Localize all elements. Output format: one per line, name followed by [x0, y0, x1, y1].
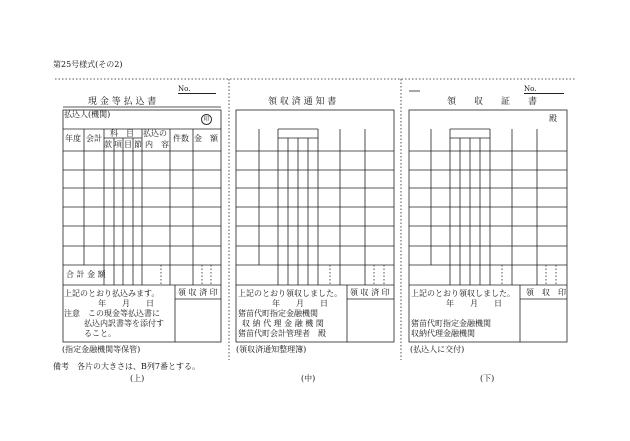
left-receipt-text: 上記のとおり払込みます。	[64, 289, 160, 298]
left-note-3: ること。	[84, 329, 116, 338]
left-date: 年 月 日	[98, 299, 154, 308]
label-middle: (中)	[301, 374, 316, 383]
label-upper: (上)	[130, 374, 145, 383]
col-moku: 目	[124, 140, 132, 149]
right-receipt-text: 上記のとおり領収しました。	[411, 289, 515, 298]
middle-date: 年 月 日	[272, 299, 328, 308]
col-account: 会計	[86, 134, 102, 143]
left-stamp-label: 領 収 済 印	[178, 288, 218, 297]
middle-receipt-text: 上記のとおり領収しました。	[238, 289, 342, 298]
col-content-bottom: 内 容	[145, 140, 169, 149]
left-title: 現 金 等 払 込 書	[88, 97, 157, 107]
col-amount: 金 額	[194, 134, 218, 143]
left-payer-label: 払込人(機関)	[64, 110, 111, 119]
left-footer: (指定金融機関等保管)	[62, 345, 141, 354]
left-no-label: No.	[178, 86, 216, 94]
middle-stamp-label: 領 収 済 印	[350, 288, 390, 297]
form-id: 第25号様式(その2)	[53, 60, 123, 69]
col-setsu: 節	[134, 140, 142, 149]
right-footer: (払込人に交付)	[410, 345, 465, 354]
middle-footer: (領収済通知整理簿)	[236, 345, 307, 354]
middle-line-2: 収 納 代 理 金 融 機 関	[242, 319, 324, 328]
remarks: 備考 各片の大きさは、B列7番とする。	[53, 362, 200, 371]
seal-mark: 印	[201, 114, 212, 125]
right-title: 領 収 証 書	[447, 97, 538, 107]
middle-line-1: 猪苗代町指定金融機関	[238, 309, 318, 318]
col-year: 年度	[65, 134, 81, 143]
right-line-1: 猪苗代町指定金融機関	[411, 319, 491, 328]
col-kan: 款	[104, 140, 112, 149]
col-content-top: 払込の	[143, 129, 167, 138]
right-no-label: No.	[524, 86, 564, 94]
right-date: 年 月 日	[446, 299, 502, 308]
right-line-2: 収納代理金融機関	[411, 329, 475, 338]
col-subject: 科 目	[110, 129, 134, 138]
right-addressee: 殿	[549, 114, 557, 123]
middle-line-3: 猪苗代町会計管理者 殿	[238, 329, 326, 338]
label-lower: (下)	[480, 374, 495, 383]
left-total-label: 合 計 金 額	[66, 270, 106, 279]
left-note-2: 払込内訳書等を添付す	[84, 319, 164, 328]
middle-title: 領 収 済 通 知 書	[268, 97, 337, 107]
right-stamp-label: 領 収 印	[526, 288, 566, 297]
col-kou: 項	[114, 140, 122, 149]
left-note-1: 注意 この現金等払込書に	[64, 309, 160, 318]
col-count: 件数	[173, 134, 189, 143]
